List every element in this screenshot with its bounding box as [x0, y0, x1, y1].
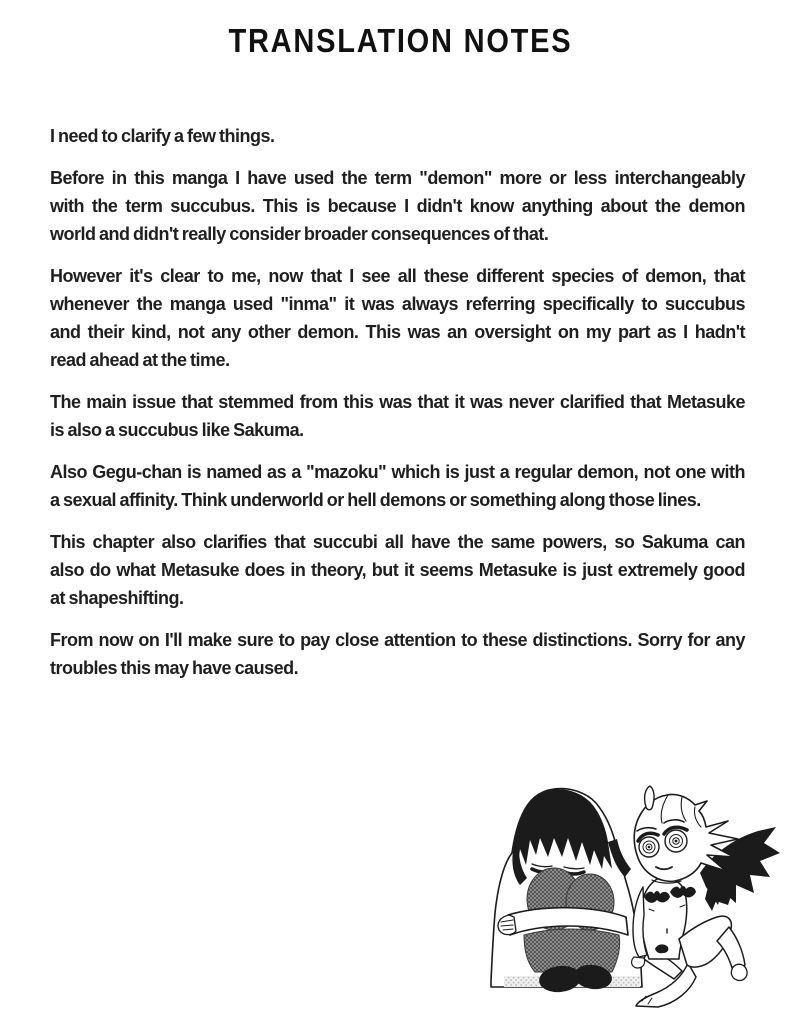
note-paragraph — [50, 528, 745, 612]
note-line: The main issue that stemmed from this was that it was never clarified that Metasuke — [50, 392, 745, 412]
raised-foot — [731, 964, 747, 980]
succubus-character — [632, 786, 780, 1007]
note-line: is also a succubus like Sakuma. — [50, 420, 304, 440]
note-line: with the term succubus. This is because I didn't know anything about the demon — [50, 196, 745, 216]
note-line: read ahead at the time. — [50, 350, 230, 370]
note-paragraph — [50, 164, 745, 248]
characters-illustration — [490, 779, 782, 1011]
note-paragraph — [50, 122, 745, 150]
note-paragraph — [50, 626, 745, 682]
note-line: world and didn't really consider broader consequences of that. — [50, 224, 549, 244]
note-line: a sexual affinity. Think underworld or hell demons or something along those lines. — [50, 490, 701, 510]
note-line: also do what Metasuke does in theory, but it seems Metasuke is just extremely good — [50, 560, 745, 580]
horn — [645, 786, 654, 810]
note-line: whenever the manga used "inma" it was always referring specifically to succubus — [50, 294, 745, 314]
note-line: Before in this manga I have used the term "demon" more or less interchangeably — [50, 168, 745, 188]
notes-body — [50, 122, 745, 696]
page-title — [0, 24, 800, 58]
note-line: However it's clear to me, now that I see all these different species of demon, that — [50, 266, 745, 286]
characters-illustration-svg — [490, 779, 782, 1011]
note-line: This chapter also clarifies that succubi all have the same powers, so Sakuma can — [50, 532, 745, 552]
note-paragraph — [50, 262, 745, 374]
note-paragraph — [50, 388, 745, 444]
note-line: Also Gegu-chan is named as a "mazoku" which is just a regular demon, not one with — [50, 462, 745, 482]
note-line: at shapeshifting. — [50, 588, 184, 608]
page-title-text: TRANSLATION NOTES — [228, 22, 572, 59]
note-line: From now on I'll make sure to pay close attention to these distinctions. Sorry for any — [50, 630, 745, 650]
note-line: troubles this may have caused. — [50, 658, 299, 678]
succubus-hand — [632, 957, 645, 968]
pants — [524, 929, 620, 972]
note-line: I need to clarify a few things. — [50, 126, 275, 146]
note-paragraph — [50, 458, 745, 514]
note-line: and their kind, not any other demon. This was an oversight on my part as I hadn't — [50, 322, 745, 342]
translator-character — [491, 789, 642, 995]
